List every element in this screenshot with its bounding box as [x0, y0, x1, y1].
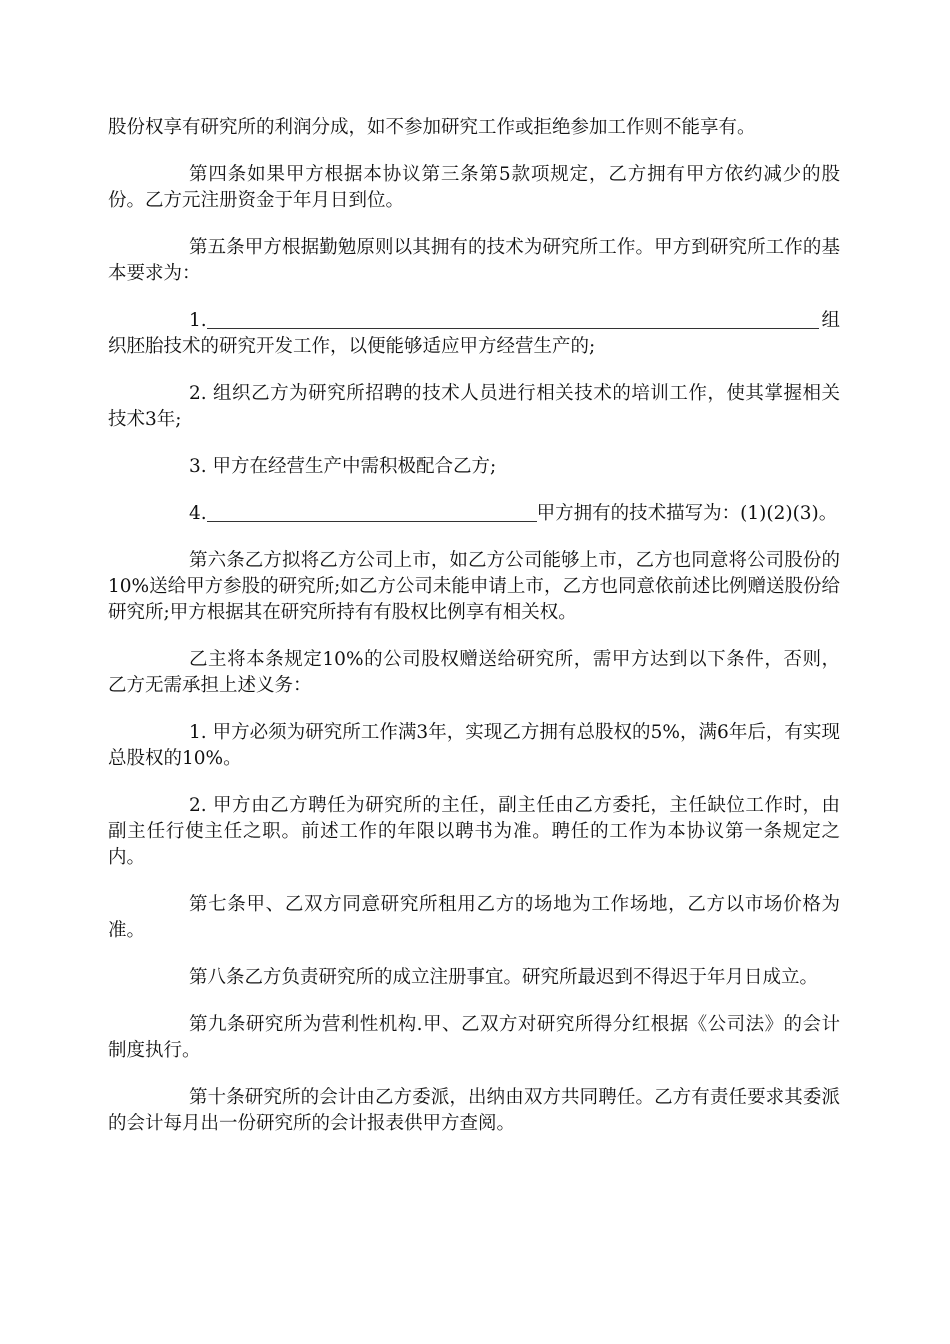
requirement-3: 3. 甲方在经营生产中需积极配合乙方; [189, 456, 497, 477]
requirement-1-text: 组织胚胎技术的研究开发工作，以便能够适应甲方经营生产的; [108, 310, 840, 357]
article-10: 第十条研究所的会计由乙方委派，出纳由双方共同聘任。乙方有责任要求其委派的会计每月出一份研究所的会计报表供甲方查阅。 [108, 1087, 840, 1134]
blank-line [207, 501, 537, 522]
article-4: 第四条如果甲方根据本协议第三条第5款项规定，乙方拥有甲方依约减少的股份。乙方元注册资金于年月日到位。 [108, 164, 840, 211]
requirement-4-text: 甲方拥有的技术描写为：(1)(2)(3)。 [536, 503, 838, 524]
condition-2: 2. 甲方由乙方聘任为研究所的主任，副主任由乙方委托，主任缺位工作时，由副主任行使主任之职。前述工作的年限以聘书为准。聘任的工作为本协议第一条规定之内。 [108, 795, 840, 868]
article-5: 第五条甲方根据勤勉原则以其拥有的技术为研究所工作。甲方到研究所工作的基本要求为： [108, 237, 840, 284]
article-8: 第八条乙方负责研究所的成立注册事宜。研究所最迟到不得迟于年月日成立。 [189, 967, 819, 988]
article-7: 第七条甲、乙双方同意研究所租用乙方的场地为工作场地，乙方以市场价格为准。 [108, 894, 840, 941]
article-9: 第九条研究所为营利性机构.甲、乙双方对研究所得分红根据《公司法》的会计制度执行。 [108, 1014, 840, 1061]
requirement-1-number: 1. [189, 310, 207, 331]
document-page [108, 115, 840, 1158]
condition-1: 1. 甲方必须为研究所工作满3年，实现乙方拥有总股权的5%，满6年后，有实现总股权的10%。 [108, 722, 840, 769]
requirement-1 [108, 308, 840, 360]
requirement-4 [108, 501, 840, 527]
article-6: 第六条乙方拟将乙方公司上市，如乙方公司能够上市，乙方也同意将公司股份的10%送给甲方参股的研究所;如乙方公司未能申请上市，乙方也同意依前述比例赠送股份给研究所;甲方根据其在研究所持有有股权比例享有相关权。 [108, 550, 840, 623]
requirement-4-number: 4. [189, 503, 207, 524]
paragraph-1: 股份权享有研究所的利润分成，如不参加研究工作或拒绝参加工作则不能享有。 [108, 117, 756, 138]
requirement-2: 2. 组织乙方为研究所招聘的技术人员进行相关技术的培训工作，使其掌握相关技术3年; [108, 383, 840, 430]
conditions-intro: 乙主将本条规定10%的公司股权赠送给研究所，需甲方达到以下条件，否则，乙方无需承担上述义务： [108, 649, 840, 696]
blank-line [207, 308, 819, 329]
